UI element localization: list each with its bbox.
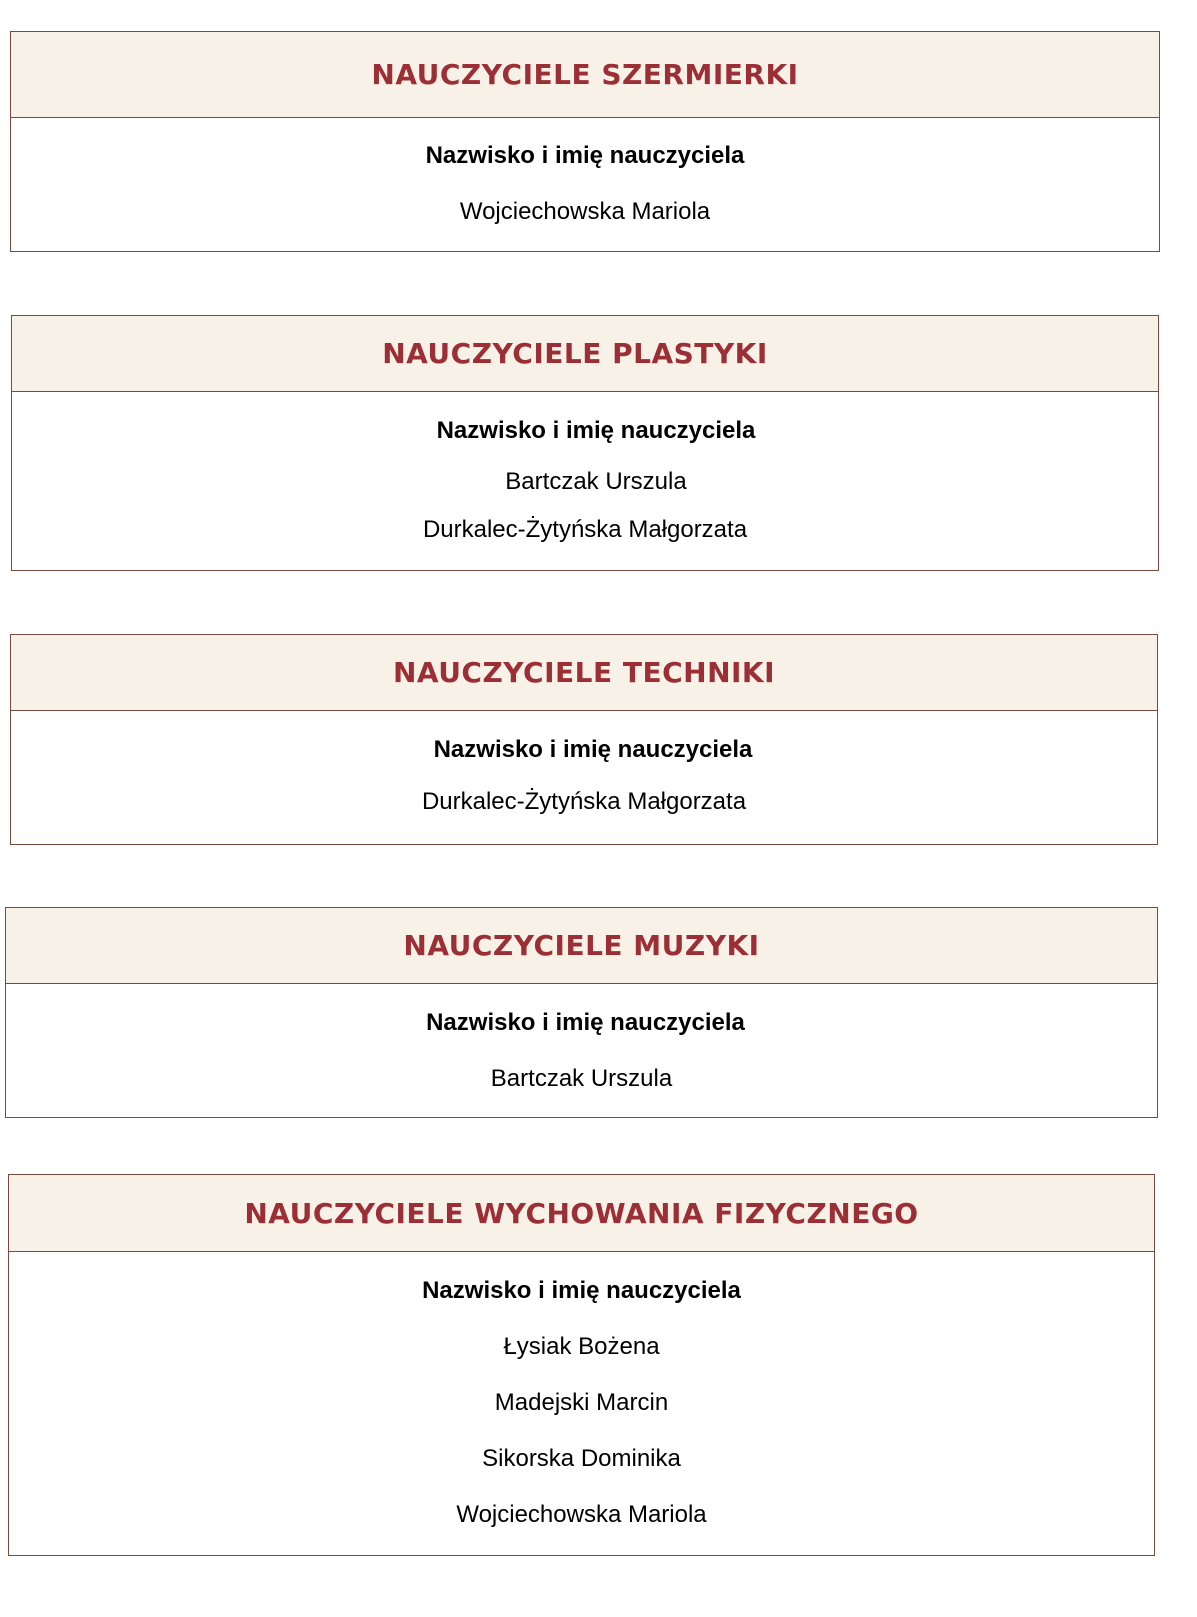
section-header <box>11 635 1157 711</box>
section-title: NAUCZYCIELE TECHNIKI <box>392 656 776 689</box>
column-header: Nazwisko i imię nauczyciela <box>426 1009 745 1036</box>
column-header: Nazwisko i imię nauczyciela <box>422 1277 741 1304</box>
teacher-table <box>11 711 1157 844</box>
teacher-name: Wojciechowska Mariola <box>459 198 711 225</box>
teacher-name: Bartczak Urszula <box>490 1065 673 1092</box>
column-header: Nazwisko i imię nauczyciela <box>433 736 753 763</box>
section-header <box>6 908 1157 984</box>
teacher-name: Łysiak Bożena <box>503 1333 660 1360</box>
section-title: NAUCZYCIELE MUZYKI <box>403 929 760 962</box>
section-header <box>9 1175 1154 1252</box>
section-title: NAUCZYCIELE PLASTYKI <box>382 337 768 370</box>
teacher-table <box>9 1252 1154 1555</box>
teacher-table <box>6 984 1157 1117</box>
teacher-name: Madejski Marcin <box>494 1389 669 1416</box>
section-technology-teachers <box>10 634 1158 845</box>
section-music-teachers <box>5 907 1158 1118</box>
section-art-teachers <box>11 315 1159 571</box>
teacher-name: Durkalec-Żytyńska Małgorzata <box>422 516 748 543</box>
teacher-name: Durkalec-Żytyńska Małgorzata <box>421 788 747 815</box>
section-header <box>11 32 1159 118</box>
section-header <box>12 316 1158 392</box>
column-header: Nazwisko i imię nauczyciela <box>436 417 756 444</box>
teacher-table <box>11 118 1159 251</box>
section-title: NAUCZYCIELE WYCHOWANIA FIZYCZNEGO <box>244 1196 919 1230</box>
section-pe-teachers <box>8 1174 1155 1556</box>
teacher-name: Sikorska Dominika <box>482 1445 681 1472</box>
section-title: NAUCZYCIELE SZERMIERKI <box>371 58 799 91</box>
section-fencing-teachers <box>10 31 1160 252</box>
teacher-name: Bartczak Urszula <box>505 468 687 495</box>
teacher-table <box>12 392 1158 570</box>
column-header: Nazwisko i imię nauczyciela <box>425 142 745 169</box>
teacher-name: Wojciechowska Mariola <box>456 1501 707 1528</box>
